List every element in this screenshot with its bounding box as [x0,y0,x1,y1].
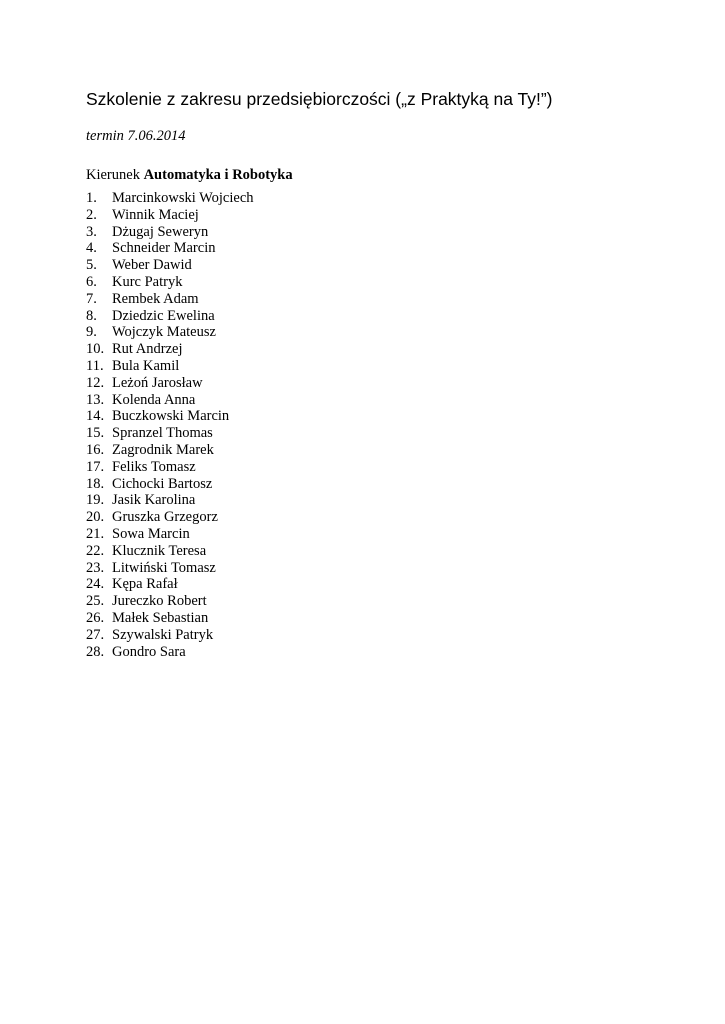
participant-name: Kurc Patryk [112,273,183,290]
list-item-number: 13. [86,391,105,408]
participant-name: Dziedzic Ewelina [112,307,215,324]
list-item-number: 5. [86,257,97,274]
participant-name: Spranzel Thomas [112,425,213,442]
participant-name: Dżugaj Seweryn [112,223,209,240]
list-item-number: 6. [86,273,97,290]
list-item-number: 16. [86,441,105,458]
list-item-number: 2. [86,206,97,223]
participant-name: Jureczko Robert [112,593,207,610]
list-item [86,492,254,509]
participant-name: Winnik Maciej [112,206,199,223]
participant-name: Kolenda Anna [112,391,196,408]
list-item-number: 24. [86,576,105,593]
list-item-number: 19. [86,492,105,509]
list-item [86,593,254,610]
participant-name: Bula Kamil [112,357,180,374]
participant-name: Marcinkowski Wojciech [112,190,254,206]
list-item-number: 14. [86,408,105,425]
list-item [86,459,254,476]
list-item [86,308,254,325]
list-item [86,257,254,274]
list-item [86,224,254,241]
participant-name: Szywalski Patryk [112,626,214,643]
list-item [86,291,254,308]
list-item-number: 20. [86,509,105,526]
participant-name: Rut Andrzej [112,341,183,358]
field-of-study-prefix: Kierunek [86,167,140,183]
list-item [86,425,254,442]
participant-name: Jasik Karolina [112,492,196,509]
list-item [86,526,254,543]
participant-name: Leżoń Jarosław [112,374,203,391]
list-item-number: 10. [86,341,105,358]
document-title: Szkolenie z zakresu przedsiębiorczości („z Praktyką na Ty!”) [86,89,553,109]
participant-name: Zagrodnik Marek [112,441,214,458]
list-item-number: 28. [86,643,105,660]
list-item-number: 26. [86,609,105,626]
list-item-number: 22. [86,542,105,559]
list-item-number: 9. [86,324,97,341]
participant-name: Małek Sebastian [112,609,209,626]
list-item [86,576,254,593]
participant-name: Schneider Marcin [112,240,216,257]
participant-name: Weber Dawid [112,257,192,274]
list-item-number: 17. [86,458,105,475]
participant-name: Gruszka Grzegorz [112,509,218,526]
list-item-number: 4. [86,240,97,257]
list-item-number: 11. [86,357,104,374]
participant-name: Feliks Tomasz [112,458,196,475]
list-item [86,442,254,459]
list-item [86,543,254,560]
list-item [86,207,254,224]
list-item-number: 21. [86,525,105,542]
field-of-study-name: Automatyka i Robotyka [143,167,293,183]
list-item [86,240,254,257]
list-item-number: 18. [86,475,105,492]
participant-name: Rembek Adam [112,290,199,307]
participant-list [86,190,254,660]
list-item [86,358,254,375]
list-item-number: 3. [86,223,97,240]
participant-name: Wojczyk Mateusz [112,324,216,341]
field-of-study [86,166,293,184]
list-item [86,392,254,409]
list-item [86,408,254,425]
list-item-number: 23. [86,559,105,576]
list-item [86,627,254,644]
list-item [86,509,254,526]
list-item-number: 25. [86,593,105,610]
list-item-number: 27. [86,626,105,643]
list-item-number: 7. [86,290,97,307]
participant-name: Litwiński Tomasz [112,559,216,576]
list-item [86,610,254,627]
list-item [86,190,254,207]
list-item-number: 12. [86,374,105,391]
participant-name: Cichocki Bartosz [112,475,213,492]
participant-name: Gondro Sara [112,643,186,660]
list-item-number: 8. [86,307,97,324]
list-item [86,274,254,291]
training-date: termin 7.06.2014 [86,128,186,144]
list-item [86,644,254,661]
participant-name: Sowa Marcin [112,525,190,542]
list-item [86,324,254,341]
list-item [86,476,254,493]
list-item [86,341,254,358]
list-item [86,560,254,577]
list-item [86,375,254,392]
participant-name: Klucznik Teresa [112,542,207,559]
participant-name: Kępa Rafał [112,576,178,593]
list-item-number: 1. [86,190,97,206]
list-item-number: 15. [86,425,105,442]
participant-name: Buczkowski Marcin [112,408,230,425]
